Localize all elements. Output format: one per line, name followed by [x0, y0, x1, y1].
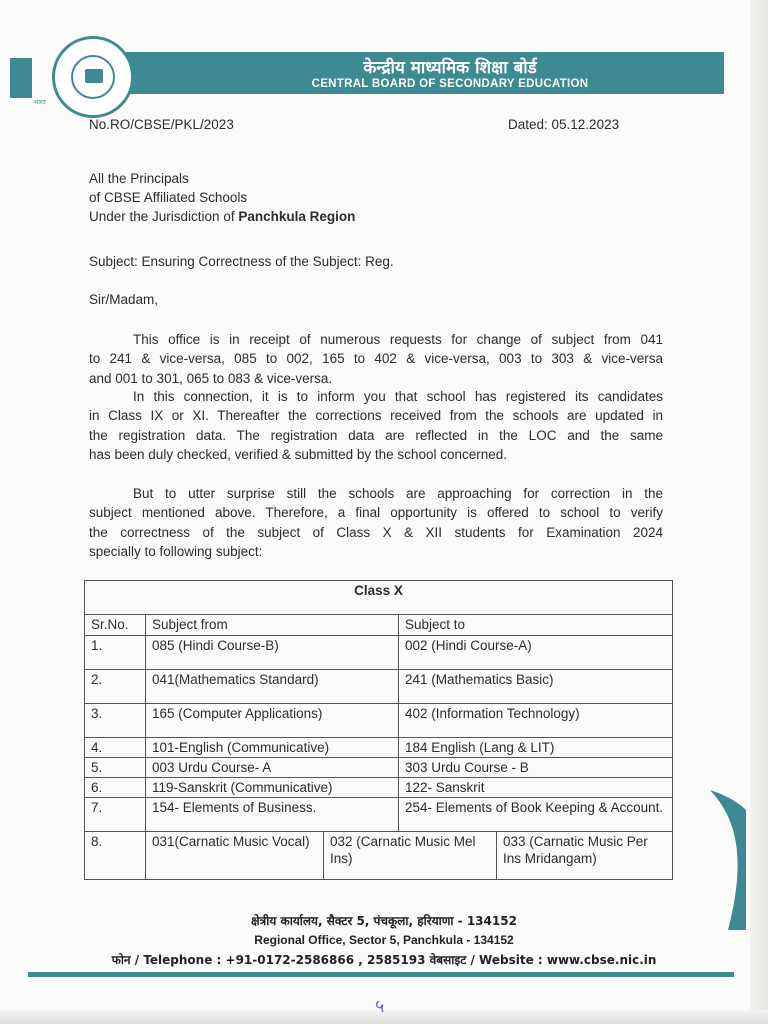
table-row [85, 758, 673, 778]
header-from: Subject from [146, 615, 399, 636]
cell-sr: 1. [85, 636, 146, 670]
cell-sr: 8. [85, 832, 146, 880]
para-line: This office is in receipt of numerous requests for change of subject from 041 [133, 332, 663, 347]
cell-sr: 5. [85, 758, 146, 778]
address-prefix: Under the Jurisdiction of [89, 209, 239, 224]
board-name-english: CENTRAL BOARD OF SECONDARY EDUCATION [311, 78, 589, 90]
cell-to: 254- Elements of Book Keeping & Account. [399, 798, 673, 832]
cell-from: 165 (Computer Applications) [146, 704, 399, 738]
header-sr: Sr.No. [85, 615, 146, 636]
header-to: Subject to [399, 615, 673, 636]
para-line: has been duly checked, verified & submitted by the school concerned. [89, 446, 507, 462]
letter-date: Dated: 05.12.2023 [508, 117, 620, 132]
table-row [85, 778, 673, 798]
banner-left-bar [10, 58, 32, 98]
cell-to: 241 (Mathematics Basic) [399, 670, 673, 704]
table-row [85, 636, 673, 670]
cell-from: 041(Mathematics Standard) [146, 670, 399, 704]
table-row [85, 832, 673, 880]
cell-sr: 4. [85, 738, 146, 758]
cell-to: 184 English (Lang & LIT) [399, 738, 673, 758]
cell-from: 101-English (Communicative) [146, 738, 399, 758]
cell-to: 303 Urdu Course - B [399, 758, 673, 778]
address-line-1: All the Principals [89, 171, 189, 186]
cbse-logo [52, 36, 134, 118]
para-line: subject mentioned above. Therefore, a final opportunity is offered to school to verify [89, 505, 663, 521]
table-row [85, 798, 673, 832]
paragraph-2 [89, 387, 663, 464]
page-edge [750, 0, 768, 1024]
footer-rule [28, 972, 734, 977]
para-line: In this connection, it is to inform you that school has registered its candidates [133, 389, 663, 404]
cell-to: 122- Sanskrit [399, 778, 673, 798]
subject-line: Subject: Ensuring Correctness of the Subject: Reg. [89, 254, 394, 269]
cell-from: 085 (Hindi Course-B) [146, 636, 399, 670]
table-row [85, 670, 673, 704]
cell-sr: 2. [85, 670, 146, 704]
para-line: the correctness of the subject of Class X & XII students for Examination 2024 [89, 524, 663, 540]
para-line: the registration data. The registration data are reflected in the LOC and the same [89, 427, 663, 443]
footer-hindi-address: क्षेत्रीय कार्यालय, सैक्टर 5, पंचकूला, हरियाणा - 134152 [251, 914, 517, 928]
address-line-2: of CBSE Affiliated Schools [89, 190, 248, 205]
salutation: Sir/Madam, [89, 292, 159, 307]
table-row [85, 704, 673, 738]
cell-to: 002 (Hindi Course-A) [399, 636, 673, 670]
para-line: and 001 to 301, 065 to 083 & vice-versa. [89, 370, 333, 386]
book-icon [85, 69, 103, 83]
cell-sr: 6. [85, 778, 146, 798]
cell-music-b: 032 (Carnatic Music Mel Ins) [324, 832, 497, 880]
para-line: in Class IX or XI. Thereafter the corrections received from the schools are updated in [89, 408, 663, 424]
para-line: to 241 & vice-versa, 085 to 002, 165 to 402 & vice-versa, 003 to 303 & vice-versa [89, 351, 663, 367]
cell-music-a: 031(Carnatic Music Vocal) [146, 832, 324, 880]
para-line: specially to following subject: [89, 543, 263, 559]
cell-music-c: 033 (Carnatic Music Per Ins Mridangam) [497, 832, 673, 880]
table-caption: Class X [85, 581, 673, 615]
region-name: Panchkula Region [238, 209, 356, 224]
cell-sr: 7. [85, 798, 146, 832]
cell-from: 003 Urdu Course- A [146, 758, 399, 778]
cell-from: 154- Elements of Business. [146, 798, 399, 832]
reference-number: No.RO/CBSE/PKL/2023 [89, 117, 234, 132]
cell-to: 402 (Information Technology) [399, 704, 673, 738]
para-line: But to utter surprise still the schools are approaching for correction in the [133, 486, 663, 501]
subject-table [84, 580, 673, 880]
cell-from: 119-Sanskrit (Communicative) [146, 778, 399, 798]
decorative-swoosh [708, 790, 746, 930]
page-stamp: ५ [375, 996, 385, 1017]
board-name-hindi: केन्द्रीय माध्यमिक शिक्षा बोर्ड [363, 58, 537, 78]
cell-sr: 3. [85, 704, 146, 738]
footer-english-address: Regional Office, Sector 5, Panchkula - 134152 [254, 933, 514, 947]
logo-caption: भारत [34, 99, 46, 106]
footer-contact: फोन / Telephone : +91-0172-2586866 , 2585193 वेबसाइट / Website : www.cbse.nic.in [111, 953, 657, 967]
paragraph-1 [89, 330, 663, 388]
paragraph-3 [89, 484, 663, 561]
address-line-3 [89, 207, 355, 226]
table-row [85, 738, 673, 758]
